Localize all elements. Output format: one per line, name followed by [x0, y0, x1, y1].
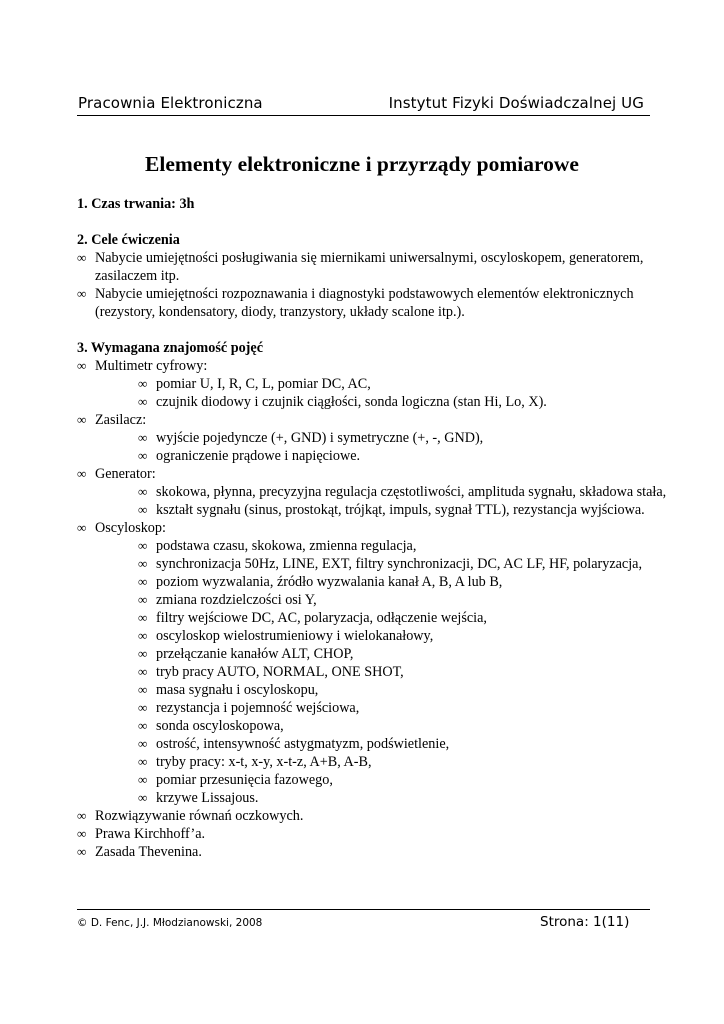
section-heading-duration: 1. Czas trwania: 3h	[77, 196, 195, 212]
list-item: ∞ oscyloskop wielostrumieniowy i wielokanałowy,	[95, 627, 667, 645]
header-institute-name: Instytut Fizyki Doświadczalnej UG	[388, 94, 644, 112]
list-item: ∞ ograniczenie prądowe i napięciowe.	[95, 447, 667, 465]
section-heading-goals: 2. Cele ćwiczenia	[77, 232, 180, 248]
sublist	[95, 537, 667, 807]
sublist	[95, 375, 667, 411]
list-item-label: Multimetr cyfrowy:	[95, 358, 208, 374]
list-item-label: Generator:	[95, 466, 156, 482]
list-item: ∞ synchronizacja 50Hz, LINE, EXT, filtry synchronizacji, DC, AC LF, HF, polaryzacja,	[95, 555, 667, 573]
list-item: ∞ ostrość, intensywność astygmatyzm, podświetlenie,	[95, 735, 667, 753]
section-heading-concepts: 3. Wymagana znajomość pojęć	[77, 340, 263, 356]
footer-divider	[77, 909, 650, 910]
list-item: ∞ podstawa czasu, skokowa, zmienna regulacja,	[95, 537, 667, 555]
list-item: ∞ czujnik diodowy i czujnik ciągłości, sonda logiczna (stan Hi, Lo, X).	[95, 393, 667, 411]
sublist	[95, 429, 667, 465]
sublist	[95, 483, 667, 519]
list-item-label: Zasilacz:	[95, 412, 147, 428]
concepts-list	[77, 357, 667, 861]
document-title: Elementy elektroniczne i przyrządy pomiarowe	[145, 152, 579, 176]
page-header	[77, 94, 648, 116]
list-item: ∞ rezystancja i pojemność wejściowa,	[95, 699, 667, 717]
list-item-label: Oscyloskop:	[95, 520, 166, 536]
list-item: ∞ kształt sygnału (sinus, prostokąt, trójkąt, impuls, sygnał TTL), rezystancja wyjściowa.	[95, 501, 667, 519]
list-item: ∞ tryb pracy AUTO, NORMAL, ONE SHOT,	[95, 663, 667, 681]
list-item: ∞ zmiana rozdzielczości osi Y,	[95, 591, 667, 609]
footer-page-number: Strona: 1(11)	[540, 914, 630, 930]
footer-copyright: © D. Fenc, J.J. Młodzianowski, 2008	[77, 917, 263, 929]
list-item-multimeter	[77, 357, 667, 411]
list-item: ∞ poziom wyzwalania, źródło wyzwalania kanał A, B, A lub B,	[95, 573, 667, 591]
list-item: ∞ przełączanie kanałów ALT, CHOP,	[95, 645, 667, 663]
list-item: ∞ Prawa Kirchhoff’a.	[77, 825, 667, 843]
list-item: ∞ Rozwiązywanie równań oczkowych.	[77, 807, 667, 825]
list-item: ∞ skokowa, płynna, precyzyjna regulacja częstotliwości, amplituda sygnału, składowa stała,	[95, 483, 667, 501]
header-lab-name: Pracownia Elektroniczna	[78, 94, 263, 112]
list-item: ∞ masa sygnału i oscyloskopu,	[95, 681, 667, 699]
list-item: ∞ Zasada Thevenina.	[77, 843, 667, 861]
document-body	[77, 195, 667, 861]
list-item: ∞ sonda oscyloskopowa,	[95, 717, 667, 735]
list-item: ∞ Nabycie umiejętności posługiwania się miernikami uniwersalnymi, oscyloskopem, generatorem, zasilaczem itp.	[77, 249, 667, 285]
list-item: ∞ Nabycie umiejętności rozpoznawania i diagnostyki podstawowych elementów elektronicznych (rezystory, kondensatory, diody, tranzystory, układy scalone itp.).	[77, 285, 667, 321]
list-item-oscilloscope	[77, 519, 667, 807]
list-item: ∞ pomiar przesunięcia fazowego,	[95, 771, 667, 789]
list-item-generator	[77, 465, 667, 519]
goals-list	[77, 249, 667, 321]
list-item-power-supply	[77, 411, 667, 465]
header-divider	[77, 115, 650, 116]
list-item: ∞ tryby pracy: x-t, x-y, x-t-z, A+B, A-B,	[95, 753, 667, 771]
list-item: ∞ pomiar U, I, R, C, L, pomiar DC, AC,	[95, 375, 667, 393]
list-item: ∞ krzywe Lissajous.	[95, 789, 667, 807]
list-item: ∞ wyjście pojedyncze (+, GND) i symetryczne (+, -, GND),	[95, 429, 667, 447]
list-item: ∞ filtry wejściowe DC, AC, polaryzacja, odłączenie wejścia,	[95, 609, 667, 627]
